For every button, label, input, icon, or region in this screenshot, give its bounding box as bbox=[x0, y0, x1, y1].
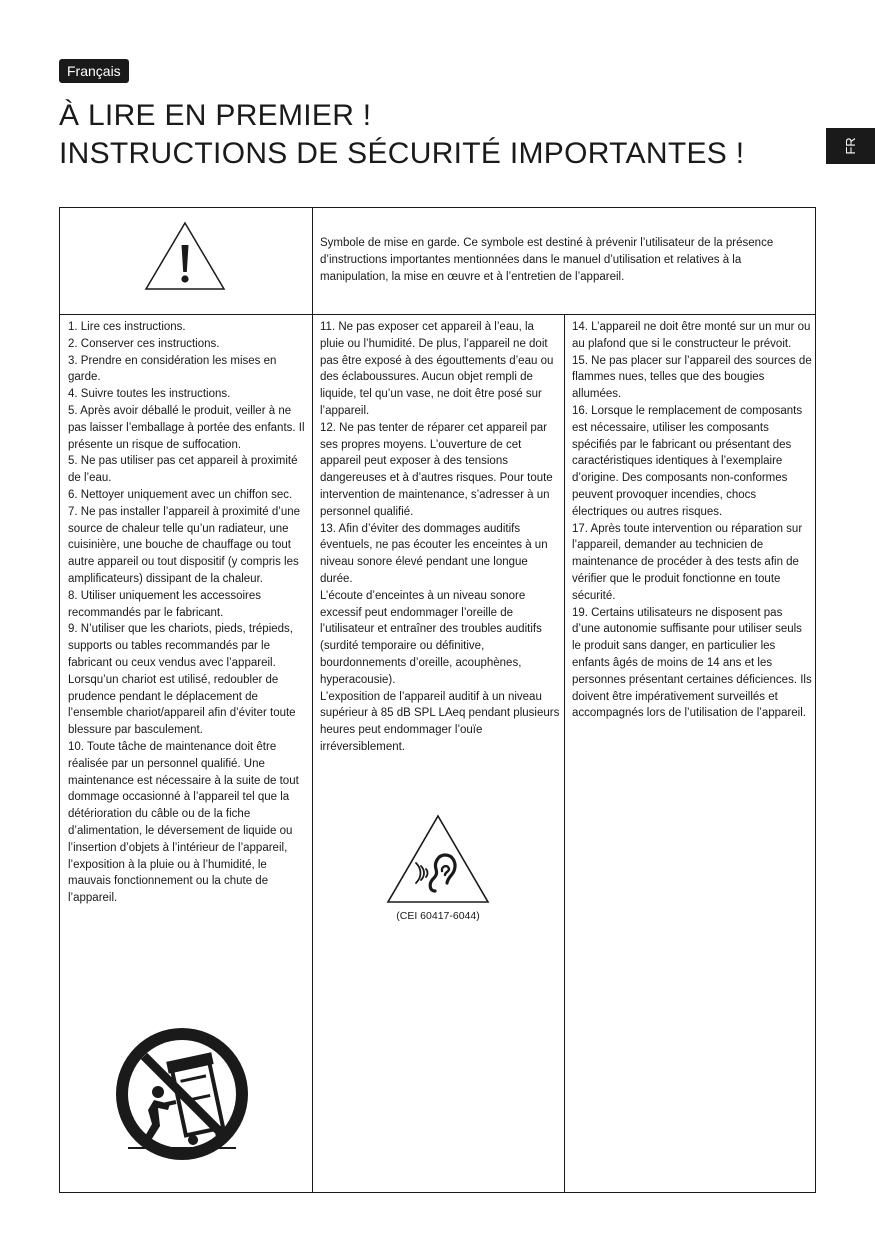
instruction-item: 6. Nettoyer uniquement avec un chiffon sec. bbox=[68, 488, 293, 501]
instruction-item: 2. Conserver ces instructions. bbox=[68, 337, 220, 350]
instruction-item: 14. L’appareil ne doit être monté sur un mur ou au plafond que si le constructeur le prévoit. bbox=[572, 321, 811, 350]
column-divider-1 bbox=[312, 208, 313, 1192]
warning-symbol-description: Symbole de mise en garde. Ce symbole est destiné à prévenir l’utilisateur de la présence d’instructions importantes mentionnées dans le manuel d’utilisation et relatives à la manipulation, la mise en œuvre et à l’entretien de l’appareil. bbox=[320, 237, 774, 283]
row-divider bbox=[60, 314, 815, 315]
instruction-item: 5. Après avoir déballé le produit, veiller à ne pas laisser l’emballage à portée des enfants. Il présente un risque de suffocation. bbox=[68, 404, 305, 451]
title-line-1: À LIRE EN PREMIER ! bbox=[59, 99, 372, 132]
instruction-item: 9. N’utiliser que les chariots, pieds, trépieds, supports ou tables recommandés par le fabricant ou ceux vendus avec l’appareil. Lorsqu’un chariot est utilisé, redoubler de prudence pendant le déplacement de l’ensemble chariot/appareil afin d’éviter toute blessure par basculement. bbox=[68, 623, 296, 737]
safety-instructions-table bbox=[59, 207, 816, 1193]
instruction-item: 5. Ne pas utiliser pas cet appareil à proximité de l’eau. bbox=[68, 455, 298, 485]
page-title bbox=[59, 97, 819, 173]
instruction-item: 3. Prendre en considération les mises en garde. bbox=[68, 354, 277, 384]
side-tab-label: FR bbox=[843, 137, 858, 155]
cart-tip-over-warning-icon bbox=[114, 1026, 250, 1162]
language-badge: Français bbox=[59, 59, 129, 83]
hearing-symbol-caption: (CEI 60417-6044) bbox=[396, 910, 480, 922]
instruction-item: 16. Lorsque le remplacement de composants est nécessaire, utiliser les composants spécifiés par le fabricant ou présentant des caractéristiques identiques à l’exemplaire d’origine. Des composants non-conformes peuvent provoquer incendies, chocs électriques ou autres risques. bbox=[572, 404, 803, 518]
warning-triangle-icon bbox=[143, 220, 227, 292]
instruction-item: 8. Utiliser uniquement les accessoires recommandés par le fabricant. bbox=[68, 589, 262, 619]
instruction-item: L’écoute d’enceintes à un niveau sonore excessif peut endommager l’oreille de l’utilisateur et entraîner des troubles auditifs (surdité temporaire ou définitive, bourdonnements d’oreille, acouphènes, hyperacousie). bbox=[320, 589, 542, 686]
instruction-item: L’exposition de l’appareil auditif à un niveau supérieur à 85 dB SPL LAeq pendant plusieurs heures peut endommager l’ouïe irréversiblement. bbox=[320, 690, 560, 753]
instruction-item: 4. Suivre toutes les instructions. bbox=[68, 388, 231, 401]
instruction-item: 7. Ne pas installer l’appareil à proximité d’une source de chaleur telle qu’un radiateur, une cuisinière, une bouche de chauffage ou tout autre appareil ou tout dispositif (y compris les amplificateurs) dissipant de la chaleur. bbox=[68, 505, 301, 585]
instruction-item: 17. Après toute intervention ou réparation sur l’appareil, demander au technicien de maintenance de procéder à des tests afin de vérifier que le produit fonctionne en toute sécurité. bbox=[572, 522, 803, 602]
instruction-item: 13. Afin d’éviter des dommages auditifs éventuels, ne pas écouter les enceintes à un niveau sonore élevé pendant une longue durée. bbox=[320, 522, 548, 585]
hearing-warning-icon bbox=[385, 813, 491, 905]
instruction-item: 10. Toute tâche de maintenance doit être réalisée par un personnel qualifié. Une maintenance est nécessaire à la suite de tout dommage occasionné à l’appareil tel que la détérioration du câble ou de la fiche d’alimentation, le déversement de liquide ou l’insertion d’objets à l’intérieur de l’appareil, l’exposition à la pluie ou à l’humidité, le mauvais fonctionnement ou la chute de l’appareil. bbox=[68, 740, 299, 905]
instruction-item: 19. Certains utilisateurs ne disposent pas d’une autonomie suffisante pour utiliser seuls le produit sans danger, en particulier les enfants âgés de moins de 14 ans et les personnes présentant certaines déficiences. Ils doivent être impérativement surveillés et accompagnés lors de l’utilisation de l’appareil. bbox=[572, 606, 812, 720]
instruction-item: 1. Lire ces instructions. bbox=[68, 321, 186, 333]
title-line-2: INSTRUCTIONS DE SÉCURITÉ IMPORTANTES ! bbox=[59, 137, 745, 170]
instruction-item: 11. Ne pas exposer cet appareil à l’eau, la pluie ou l’humidité. De plus, l’appareil ne doit pas être exposé à des égouttements d’eau ou des éclaboussures. Aucun objet rempli de liquide, tel qu’un vase, ne doit être posé sur l’appareil. bbox=[320, 321, 554, 417]
language-side-tab bbox=[826, 128, 875, 164]
column-divider-2 bbox=[564, 314, 565, 1192]
instructions-column-2 bbox=[320, 319, 560, 756]
instructions-column-1 bbox=[68, 319, 308, 907]
instructions-column-3 bbox=[572, 319, 812, 722]
instruction-item: 15. Ne pas placer sur l’appareil des sources de flammes nues, telles que des bougies allumées. bbox=[572, 354, 812, 401]
instruction-item: 12. Ne pas tenter de réparer cet appareil par ses propres moyens. L’ouverture de cet appareil peut exposer à des tensions dangereuses et à d’autres risques. Pour toute intervention de maintenance, s’adresser à un personnel qualifié. bbox=[320, 421, 553, 518]
